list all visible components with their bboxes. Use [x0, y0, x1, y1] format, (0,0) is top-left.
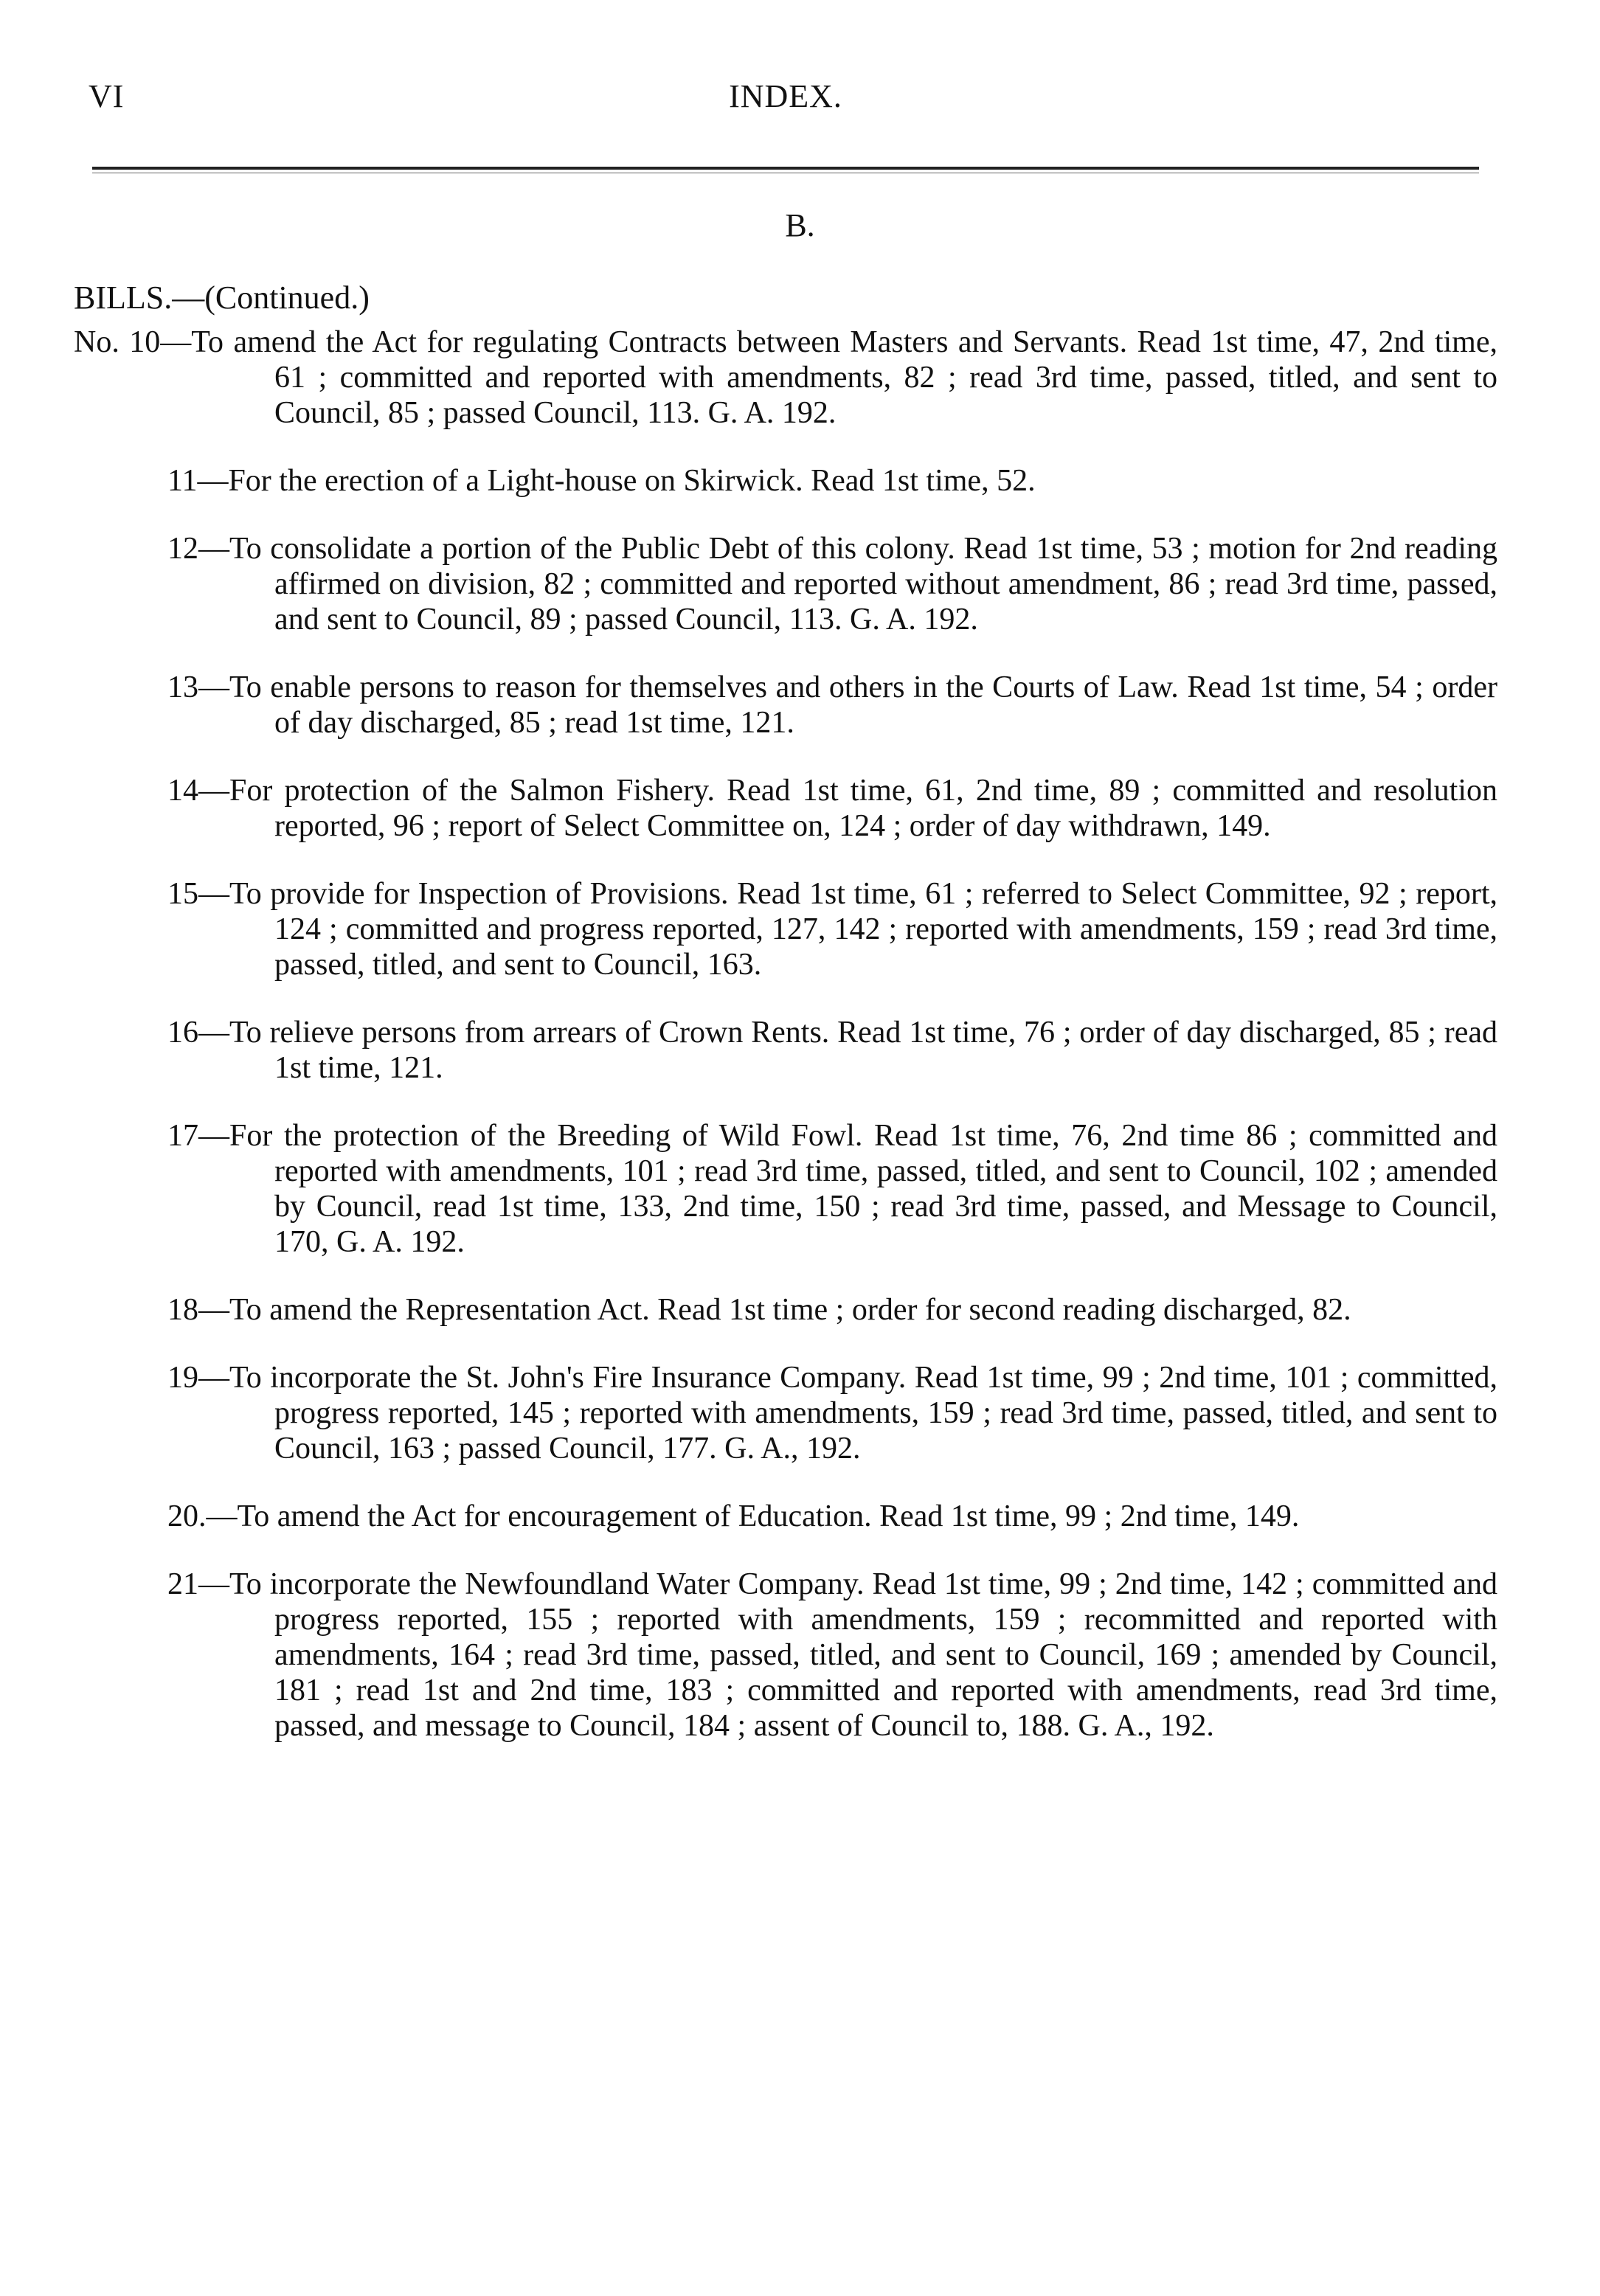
bill-text: To amend the Act for encouragement of Education. Read 1st time, 99 ; 2nd time, 149.	[237, 1499, 1300, 1533]
bill-number: No. 10—	[74, 325, 192, 359]
bill-text: For protection of the Salmon Fishery. Read 1st time, 61, 2nd time, 89 ; committed and resolution reported, 96 ; report of Select Committee on, 124 ; order of day withdrawn, 149.	[229, 774, 1497, 843]
bill-text: To consolidate a portion of the Public Debt of this colony. Read 1st time, 53 ; motion for 2nd reading affirmed on division, 82 ; committed and reported without amendment, 86 ; read 3rd time, passed, and sent to Council, 89 ; passed Council, 113. G. A. 192.	[229, 532, 1497, 637]
bill-number: 15—	[167, 877, 229, 911]
bill-entry-15	[74, 876, 1497, 982]
bill-text: To provide for Inspection of Provisions. Read 1st time, 61 ; referred to Select Committee, 92 ; report, 124 ; committed and progress reported, 127, 142 ; reported with amendments, 159 ; read 3rd time, passed, titled, and sent to Council, 163.	[229, 877, 1497, 982]
bill-number: 16—	[167, 1016, 229, 1050]
running-head	[89, 77, 1483, 122]
bill-number: 20.—	[167, 1499, 238, 1533]
bill-entry-14	[74, 773, 1497, 844]
page-title: INDEX.	[729, 78, 842, 114]
bill-entry-11	[74, 463, 1497, 499]
bill-text: To amend the Act for regulating Contracts between Masters and Servants. Read 1st time, 47, 2nd time, 61 ; committed and reported with amendments, 82 ; read 3rd time, passed, titled, and sent to Council, 85 ; passed Council, 113. G. A. 192.	[191, 325, 1497, 430]
bill-number: 19—	[167, 1361, 229, 1395]
section-letter: B.	[785, 207, 815, 243]
bill-entry-10	[74, 325, 1497, 431]
bill-number: 21—	[167, 1567, 229, 1601]
bill-text: To incorporate the St. John's Fire Insurance Company. Read 1st time, 99 ; 2nd time, 101 ; committed, progress reported, 145 ; reported with amendments, 159 ; read 3rd time, passed, titled, and sent to Council, 163 ; passed Council, 177. G. A., 192.	[229, 1361, 1497, 1466]
bill-text: For the protection of the Breeding of Wild Fowl. Read 1st time, 76, 2nd time 86 ; committed and reported with amendments, 101 ; read 3rd time, passed, titled, and sent to Council, 102 ; amended by Council, read 1st time, 133, 2nd time, 150 ; read 3rd time, passed, and Message to Council, 170, G. A. 192.	[229, 1119, 1497, 1259]
bill-entry-21	[74, 1567, 1497, 1744]
bill-entry-17	[74, 1118, 1497, 1260]
bill-entry-16	[74, 1015, 1497, 1086]
section-heading: BILLS.—(Continued.)	[74, 280, 370, 316]
bill-number: 18—	[167, 1293, 229, 1327]
bill-number: 11—	[167, 464, 229, 498]
bill-number: 14—	[167, 774, 229, 808]
header-rule	[92, 167, 1479, 170]
bill-entry-12	[74, 531, 1497, 637]
bill-entry-19	[74, 1360, 1497, 1466]
bill-number: 17—	[167, 1119, 229, 1153]
bill-text: For the erection of a Light-house on Skirwick. Read 1st time, 52.	[228, 464, 1036, 498]
bill-entry-13	[74, 670, 1497, 741]
bill-number: 12—	[167, 532, 229, 566]
page-folio: VI	[89, 78, 125, 114]
bill-entry-20	[74, 1499, 1497, 1534]
bill-entry-18	[74, 1292, 1497, 1328]
bill-text: To relieve persons from arrears of Crown Rents. Read 1st time, 76 ; order of day discharged, 85 ; read 1st time, 121.	[229, 1016, 1497, 1085]
bill-text: To amend the Representation Act. Read 1st time ; order for second reading discharged, 82.	[229, 1293, 1351, 1327]
bill-number: 13—	[167, 670, 229, 704]
bill-text: To incorporate the Newfoundland Water Company. Read 1st time, 99 ; 2nd time, 142 ; committed and progress reported, 155 ; reported with amendments, 159 ; recommitted and reported with amendments, 164 ; read 3rd time, passed, titled, and sent to Council, 169 ; amended by Council, 181 ; read 1st and 2nd time, 183 ; committed and reported with amendments, read 3rd time, passed, and message to Council, 184 ; assent of Council to, 188. G. A., 192.	[229, 1567, 1497, 1743]
bill-text: To enable persons to reason for themselves and others in the Courts of Law. Read 1st time, 54 ; order of day discharged, 85 ; read 1st time, 121.	[229, 670, 1497, 740]
bill-entries	[74, 325, 1497, 1776]
